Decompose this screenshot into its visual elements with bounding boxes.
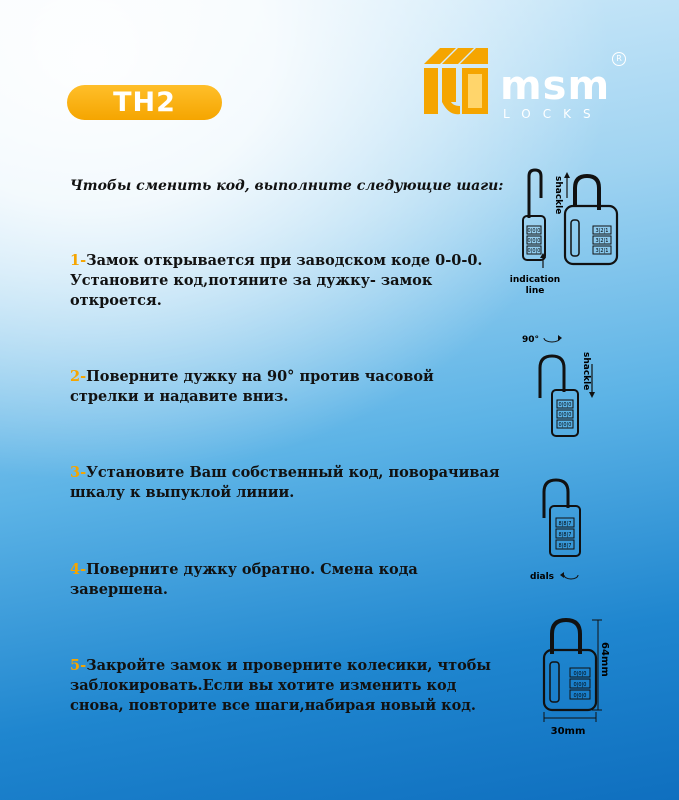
small-lock-shackle-icon	[529, 170, 541, 218]
msm-logo-mark-icon	[418, 44, 492, 120]
model-badge	[67, 85, 222, 120]
step-text: Замок открывается при заводском коде 0-0-0. Установите код,потяните за дужку- замок откроется.	[70, 252, 483, 309]
dials-label: dials	[530, 572, 555, 582]
step-3	[70, 463, 500, 503]
brand-subtitle: LOCKS	[503, 107, 603, 121]
indication-label-1: indication	[509, 275, 561, 285]
step-text: Установите Ваш собственный код, поворачивая шкалу к выпуклой линии.	[70, 464, 500, 501]
code-3: 0|0|0	[573, 693, 587, 699]
diagram-step-4	[528, 566, 588, 586]
small-code-1: 0|0|0	[527, 228, 541, 234]
diagram-step-1	[505, 168, 625, 298]
step-text: Поверните дужку обратно. Смена кода завершена.	[70, 561, 418, 598]
shackle-label: shackle	[553, 176, 563, 215]
rotate-dials-icon	[564, 575, 578, 579]
big-lock-shackle-icon	[575, 176, 599, 210]
big-code-3: 3|2|1	[595, 248, 609, 254]
rotate-arrow-icon	[544, 338, 560, 342]
brand-name: msm	[500, 63, 611, 109]
indication-label-2: line	[525, 286, 545, 296]
code-1: 0|0|0	[573, 671, 587, 677]
code-1: 0|0|0	[558, 402, 572, 408]
step-number: 2-	[70, 368, 87, 385]
angle-label: 90°	[522, 335, 540, 345]
step-text: Поверните дужку на 90° против часовой стрелки и надавите вниз.	[70, 368, 434, 405]
step-1	[70, 251, 500, 311]
step-4	[70, 560, 500, 600]
width-label: 30mm	[550, 726, 586, 737]
step-number: 1-	[70, 252, 87, 269]
code-2: 0|0|0	[558, 412, 572, 418]
step-text: Закройте замок и проверните колесики, чтобы заблокировать.Если вы хотите изменить код снова, повторите все шаги,набирая новый код.	[70, 657, 491, 714]
code-2: 0|0|0	[573, 682, 587, 688]
step-number: 3-	[70, 464, 87, 481]
small-code-2: 0|0|0	[527, 238, 541, 244]
shackle-label: shackle	[581, 352, 591, 391]
registered-mark: R	[612, 52, 626, 66]
big-code-2: 3|2|1	[595, 238, 609, 244]
code-1: 8|8|7	[558, 521, 572, 527]
code-3: 0|0|0	[558, 422, 572, 428]
step-number: 4-	[70, 561, 87, 578]
intro-text: Чтобы сменить код, выполните следующие шаги:	[70, 178, 504, 194]
diagram-step-5	[530, 612, 630, 740]
lock-shackle-icon	[544, 480, 568, 518]
code-2: 8|8|7	[558, 532, 572, 538]
diagram-step-3	[540, 478, 590, 568]
model-label: TH2	[113, 87, 176, 118]
step-5	[70, 656, 500, 716]
height-label: 64mm	[599, 642, 610, 677]
small-code-3: 0|0|0	[527, 248, 541, 254]
step-2	[70, 367, 500, 407]
diagram-step-2	[518, 328, 608, 440]
code-3: 8|8|7	[558, 543, 572, 549]
big-code-1: 3|2|1	[595, 228, 609, 234]
step-number: 5-	[70, 657, 87, 674]
